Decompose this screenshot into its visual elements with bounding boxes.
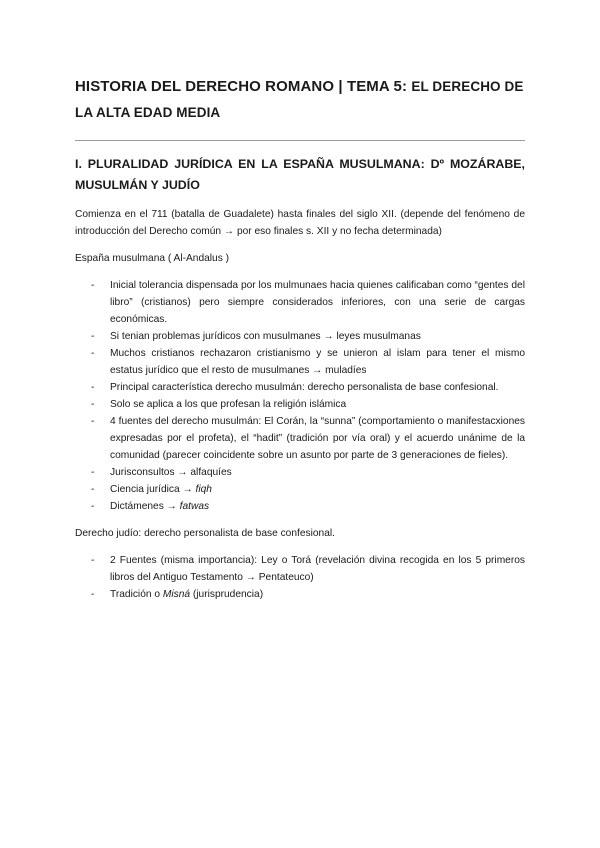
list-item: - Tradición o Misná (jurisprudencia)	[75, 586, 525, 603]
list-item: - Principal característica derecho musulmán: derecho personalista de base confesional.	[75, 379, 525, 396]
dash-bullet: -	[91, 348, 95, 359]
title-sub: EL DERECHO DE LA ALTA EDAD MEDIA	[75, 79, 524, 120]
list-item: - Si tenian problemas jurídicos con musulmanes → leyes musulmanas	[75, 328, 525, 345]
subtitle-derecho-judio: Derecho judío: derecho personalista de base confesional.	[75, 528, 335, 539]
list-item: - Dictámenes → fatwas	[75, 498, 525, 515]
dash-bullet: -	[91, 589, 95, 600]
dash-bullet: -	[91, 555, 95, 566]
list-item: - 4 fuentes del derecho musulmán: El Corán, la “sunna” (comportamiento o manifestacxiones expresadas por el profeta), el “hadit” (tradición por vía oral) y el acuerdo unánime de la comunidad (parecer coincidente sobre un asunto por parte de 3 generaciones de fieles).	[75, 413, 525, 464]
list-item: - Jurisconsultos → alfaquíes	[75, 464, 525, 481]
page-title	[75, 74, 525, 126]
intro-paragraph: Comienza en el 711 (batalla de Guadalete) hasta finales del siglo XII. (depende del fenómeno de introducción del Derecho común → por eso finales s. XII y no fecha determinada)	[75, 209, 525, 237]
judio-list	[75, 552, 525, 603]
dash-bullet: -	[91, 484, 95, 495]
list-item: - Solo se aplica a los que profesan la religión islámica	[75, 396, 525, 413]
list-item: - Inicial tolerancia dispensada por los mulmunaes hacia quienes calificaban como “gentes del libro” (cristianos) pero siempre considerados inferiores, con una serie de cargas económicas.	[75, 277, 525, 328]
dash-bullet: -	[91, 467, 95, 478]
dash-bullet: -	[91, 280, 95, 291]
subtitle-espana-musulmana: España musulmana ( Al-Andalus )	[75, 253, 230, 264]
dash-bullet: -	[91, 399, 95, 410]
list-item: - Muchos cristianos rechazaron cristianismo y se unieron al islam para tener el mismo estatus jurídico que el resto de musulmanes → muladíes	[75, 345, 525, 379]
dash-bullet: -	[91, 416, 95, 427]
dash-bullet: -	[91, 382, 95, 393]
section-heading: I. PLURALIDAD JURÍDICA EN LA ESPAÑA MUSULMANA: Dº MOZÁRABE, MUSULMÁN Y JUDÍO	[75, 157, 525, 192]
list-item: - Ciencia jurídica → fiqh	[75, 481, 525, 498]
dash-bullet: -	[91, 331, 95, 342]
list-item: - 2 Fuentes (misma importancia): Ley o Torá (revelación divina recogida en los 5 primeros libros del Antiguo Testamento → Pentateuco)	[75, 552, 525, 586]
dash-bullet: -	[91, 501, 95, 512]
title-divider	[75, 140, 525, 141]
title-main: HISTORIA DEL DERECHO ROMANO | TEMA 5:	[75, 78, 408, 95]
musulmana-list	[75, 277, 525, 515]
